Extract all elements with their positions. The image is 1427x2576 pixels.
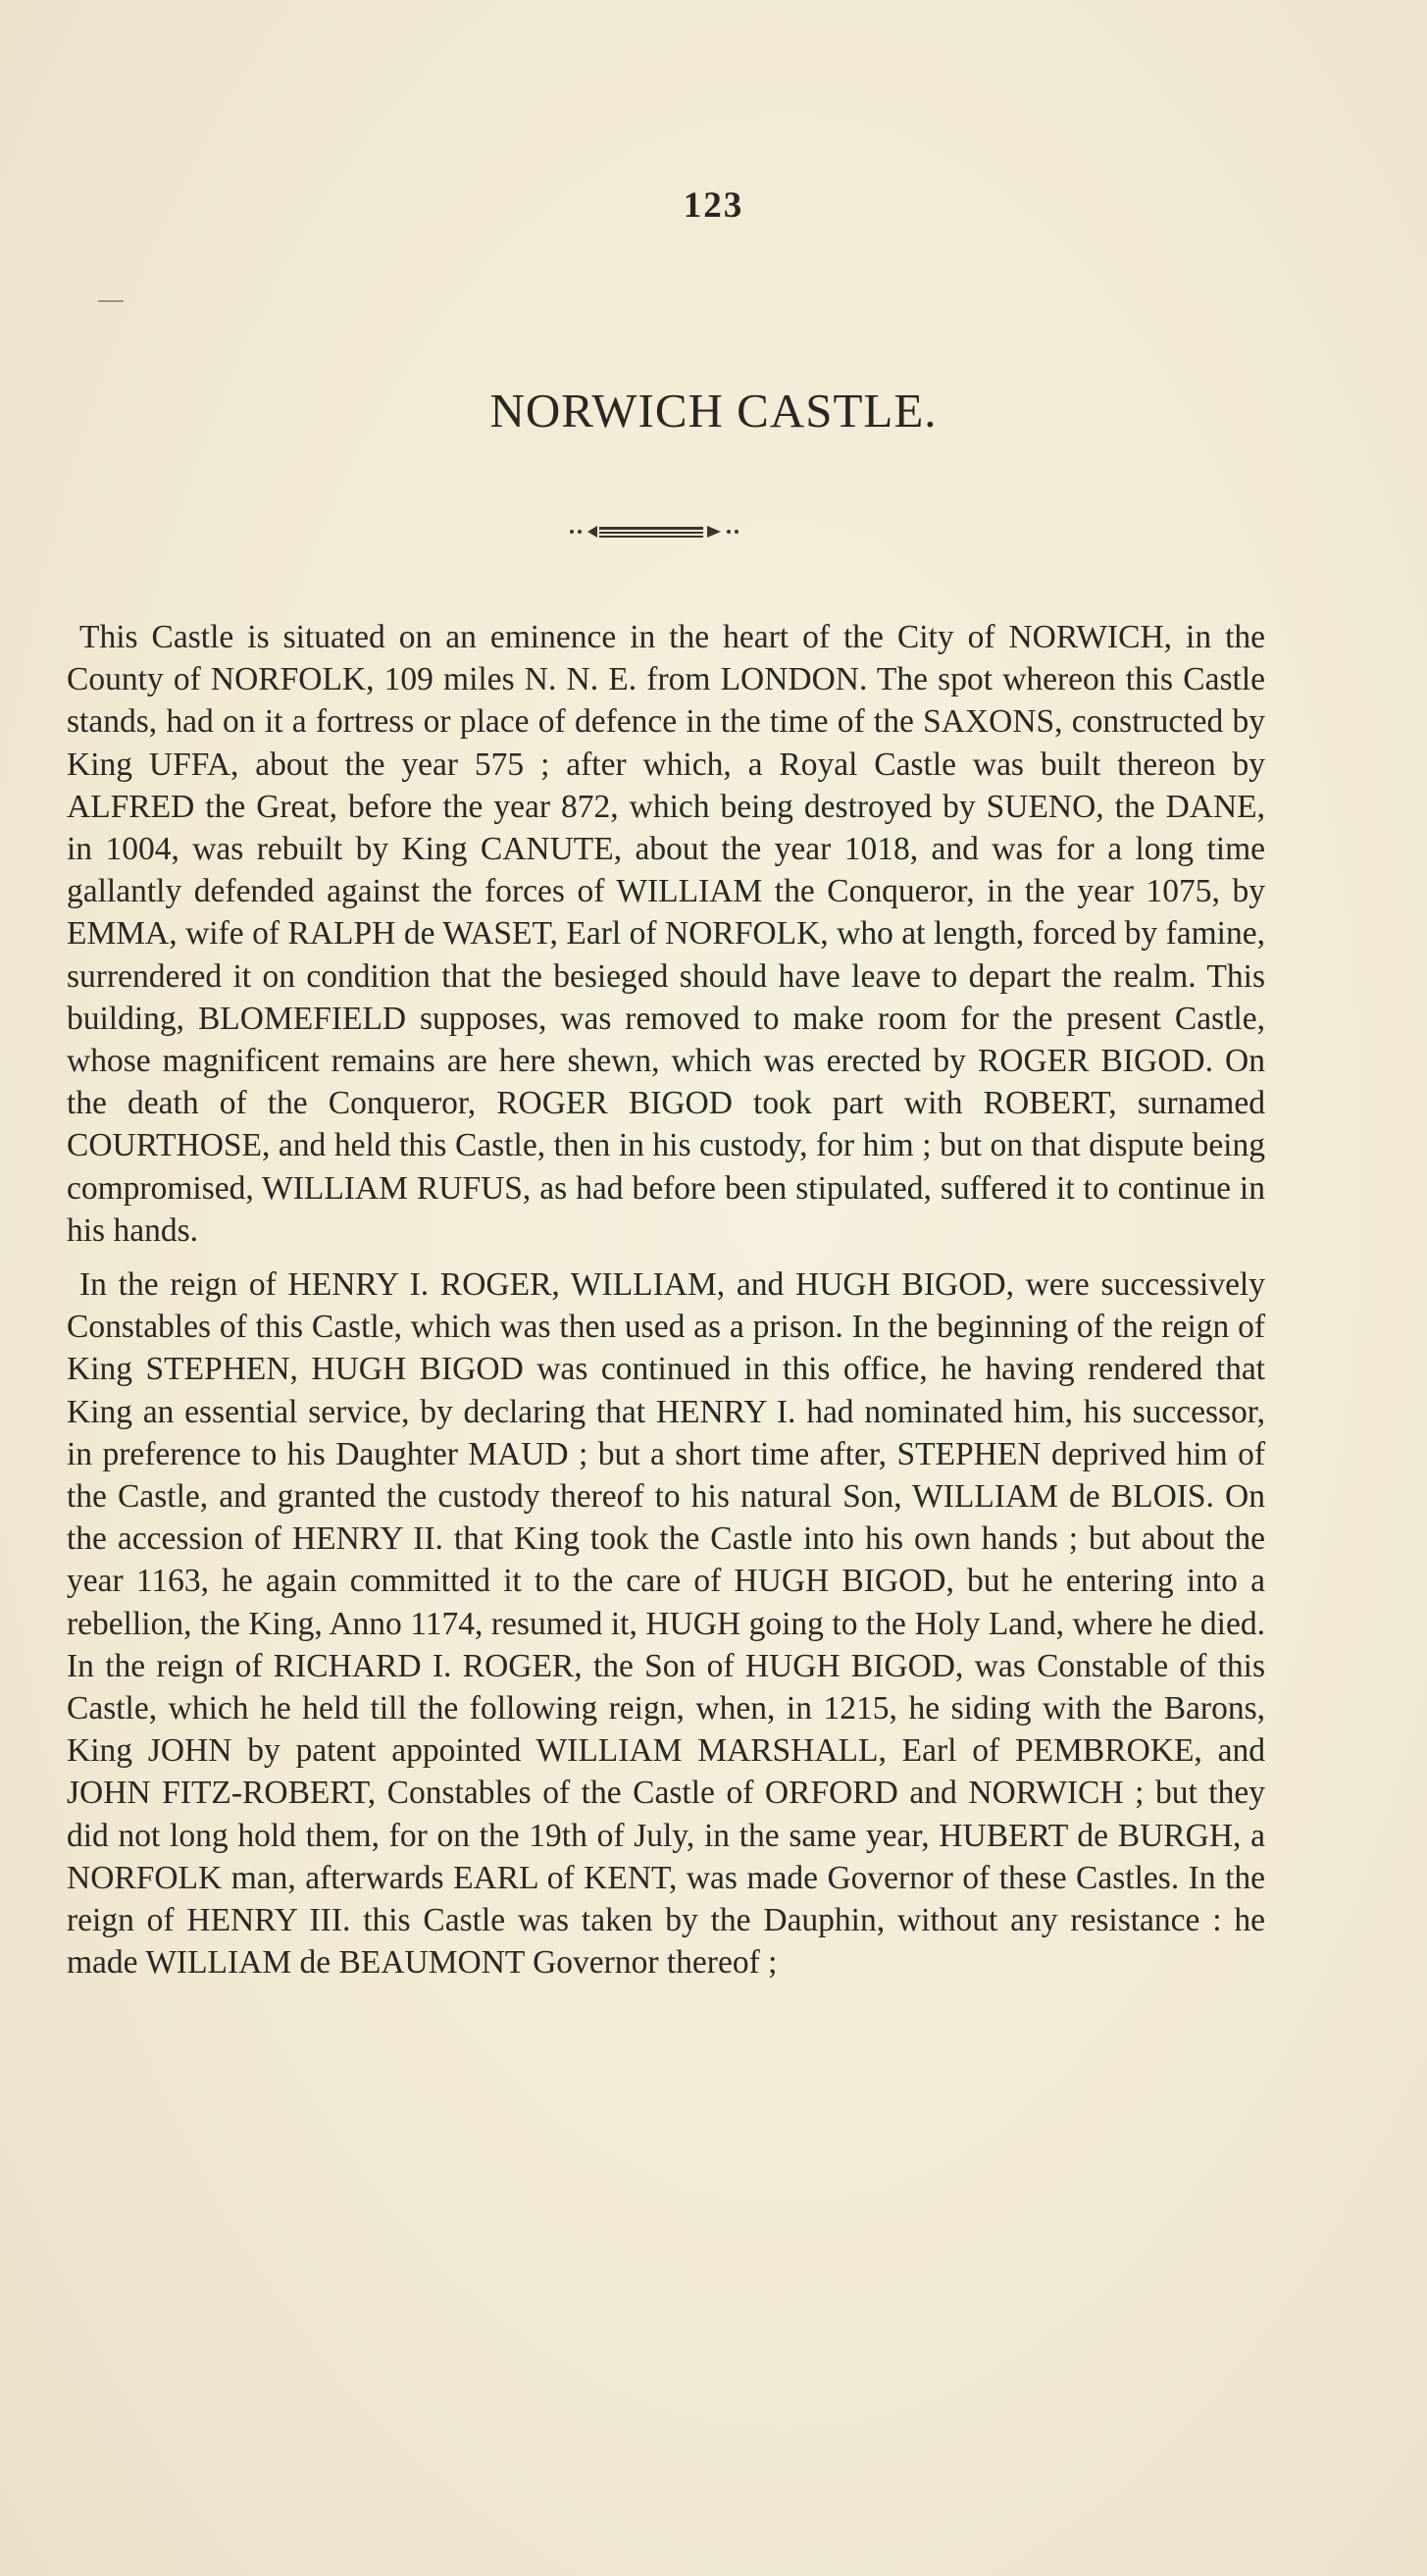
paragraph-1: This Castle is situated on an eminence in the heart of the City of NORWICH, in the County of NORFOLK, 109 miles N. N. E. from LONDON. The spot whereon this Castle stands, had on it a fortress or place of defence in the time of the SAXONS, constructed by King UFFA, about the year 575 ; after which, a Royal Castle was built thereon by ALFRED the Great, before the year 872, which being destroyed by SUENO, the DANE, in 1004, was rebuilt by King CANUTE, about the year 1018, and was for a long time gallantly defended against the forces of WILLIAM the Conqueror, in the year 1075, by EMMA, wife of RALPH de WASET, Earl of NORFOLK, who at length, forced by famine, surrendered it on condition that the besieged should have leave to depart the realm. This building, BLOMEFIELD supposes, was removed to make room for the present Castle, whose magnificent remains are here shewn, which was erected by ROGER BIGOD. On the death of the Conqueror, ROGER BIGOD took part with ROBERT, surnamed COURTHOSE, and held this Castle, then in his custody, for him ; but on that dispute being compromised, WILLIAM RUFUS, as had before been stipulated, suffered it to continue in his hands. (67, 619, 1265, 1249)
title-ornament (564, 520, 745, 543)
chapter-title: NORWICH CASTLE. (489, 384, 938, 438)
ink-speck (98, 300, 124, 302)
page-number: 123 (683, 185, 744, 226)
paragraph-2: In the reign of HENRY I. ROGER, WILLIAM, and HUGH BIGOD, were successively Constables of this Castle, which was then used as a prison. In the beginning of the reign of King STEPHEN, HUGH BIGOD was continued in this office, he having rendered that King an essential service, by declaring that HENRY I. had nominated him, his successor, in preference to his Daughter MAUD ; but a short time after, STEPHEN deprived him of the Castle, and granted the custody thereof to his natural Son, WILLIAM de BLOIS. On the accession of HENRY II. that King took the Castle into his own hands ; but about the year 1163, he again committed it to the care of HUGH BIGOD, but he entering into a rebellion, the King, Anno 1174, resumed it, HUGH going to the Holy Land, where he died. In the reign of RICHARD I. ROGER, the Son of HUGH BIGOD, was Constable of this Castle, which he held till the following reign, when, in 1215, he siding with the Barons, King JOHN by patent appointed WILLIAM MARSHALL, Earl of PEMBROKE, and JOHN FITZ-ROBERT, Constables of the Castle of ORFORD and NORWICH ; but they did not long hold them, for on the 19th of July, in the same year, HUBERT de BURGH, a NORFOLK man, afterwards EARL of KENT, was made Governor of these Castles. In the reign of HENRY III. this Castle was taken by the Dauphin, without any resistance : he made WILLIAM de BEAUMONT Governor thereof ; (67, 1266, 1265, 1982)
body-text (67, 616, 1265, 1984)
